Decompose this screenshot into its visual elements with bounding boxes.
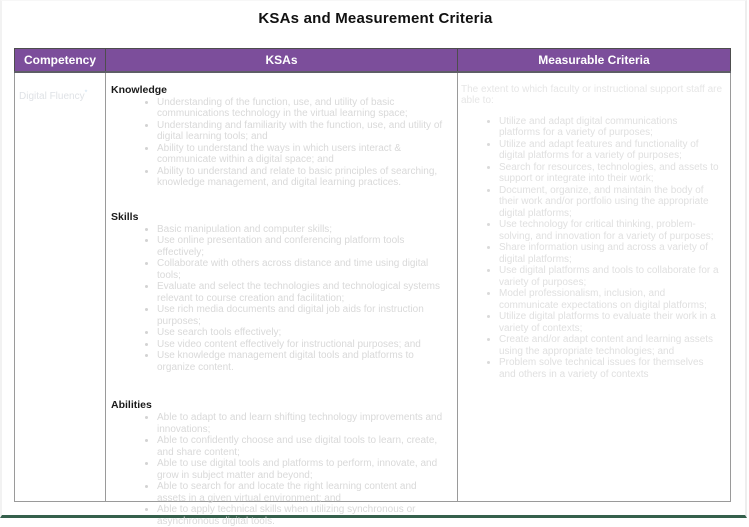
ksas-cell xyxy=(106,72,458,527)
bullet-item: • Utilize and adapt features and functionality of digital platforms for a variety of purposes; xyxy=(499,139,721,162)
column-header-ksas: KSAs xyxy=(106,49,458,72)
criteria-bullet-list xyxy=(499,116,725,381)
footnote-marker: * xyxy=(84,89,88,97)
section-heading-skills: Skills xyxy=(111,210,139,223)
bullet-item: • Use online presentation and conferencing platform tools effectively; xyxy=(157,235,447,258)
criteria-intro-text: The extent to which faculty or instructional support staff are able to: xyxy=(461,83,723,106)
bullet-item: • Able to confidently choose and use digital tools to learn, create, and share content; xyxy=(157,435,447,458)
table-header-row xyxy=(15,49,731,72)
bullet-item: • Understanding of the function, use, and utility of basic communications technology in the virtual learning space; xyxy=(157,97,447,120)
competency-name: Digital Fluency* xyxy=(19,89,88,102)
knowledge-bullet-list xyxy=(157,97,451,189)
bullet-item: • Use video content effectively for instructional purposes; and xyxy=(157,339,447,351)
ksa-criteria-table xyxy=(14,48,731,527)
bullet-item: • Use knowledge management digital tools and platforms to organize content. xyxy=(157,350,447,373)
bullet-item: • Document, organize, and maintain the body of their work and/or portfolio using the appropriate digital platforms; xyxy=(499,185,721,220)
column-header-competency: Competency xyxy=(15,49,106,72)
bullet-item: • Able to use digital tools and platforms to perform, innovate, and grow in subject matter and beyond; xyxy=(157,458,447,481)
measurable-criteria-cell xyxy=(458,72,731,502)
bullet-item: • Share information using and across a variety of digital platforms; xyxy=(499,242,721,265)
bullet-item: • Ability to understand and relate to basic principles of searching, knowledge management, and digital learning practices. xyxy=(157,166,447,189)
abilities-bullet-list xyxy=(157,412,451,527)
bullet-item: • Model professionalism, inclusion, and communicate expectations on digital platforms; xyxy=(499,288,721,311)
section-heading-abilities: Abilities xyxy=(111,399,152,411)
ksas-section-skills xyxy=(111,211,451,374)
column-header-measurable-criteria: Measurable Criteria xyxy=(458,49,731,72)
table-row xyxy=(15,72,731,502)
page-title: KSAs and Measurement Criteria xyxy=(258,10,493,27)
bullet-item: • Evaluate and select the technologies and technological systems relevant to course creation and facilitation; xyxy=(157,281,447,304)
bullet-item: • Utilize digital platforms to evaluate their work in a variety of contexts; xyxy=(499,311,721,334)
bullet-item: • Use technology for critical thinking, problem-solving, and innovation for a variety of purposes; xyxy=(499,219,721,242)
skills-bullet-list xyxy=(157,224,451,374)
bullet-item: • Use rich media documents and digital job aids for instruction purposes; xyxy=(157,304,447,327)
bullet-item: • Able to apply technical skills when utilizing synchronous or asynchronous digital tools. xyxy=(157,504,447,527)
bullet-item: • Understanding and familiarity with the function, use, and utility of digital learning tools; and xyxy=(157,120,447,143)
bullet-item: • Able to search for and locate the right learning content and assets in a given virtual environment; and xyxy=(157,481,447,504)
ksas-section-abilities xyxy=(111,399,451,527)
bullet-item: • Able to adapt to and learn shifting technology improvements and innovations; xyxy=(157,412,447,435)
section-heading-knowledge: Knowledge xyxy=(111,83,168,96)
bullet-item: • Ability to understand the ways in which users interact & communicate within a digital space; and xyxy=(157,143,447,166)
bullet-item: • Create and/or adapt content and learning assets using the appropriate technologies; and xyxy=(499,334,721,357)
bullet-item: • Problem solve technical issues for themselves and others in a variety of contexts xyxy=(499,357,721,380)
bullet-item: • Utilize and adapt digital communications platforms for a variety of purposes; xyxy=(499,116,721,139)
bullet-item: • Basic manipulation and computer skills; xyxy=(157,224,447,236)
bullet-item: • Collaborate with others across distance and time using digital tools; xyxy=(157,258,447,281)
bullet-item: • Use digital platforms and tools to collaborate for a variety of purposes; xyxy=(499,265,721,288)
competency-cell xyxy=(15,72,106,502)
bullet-item: • Search for resources, technologies, and assets to support or integrate into their work; xyxy=(499,162,721,185)
ksas-section-knowledge xyxy=(111,84,451,189)
bullet-item: • Use search tools effectively; xyxy=(157,327,447,339)
